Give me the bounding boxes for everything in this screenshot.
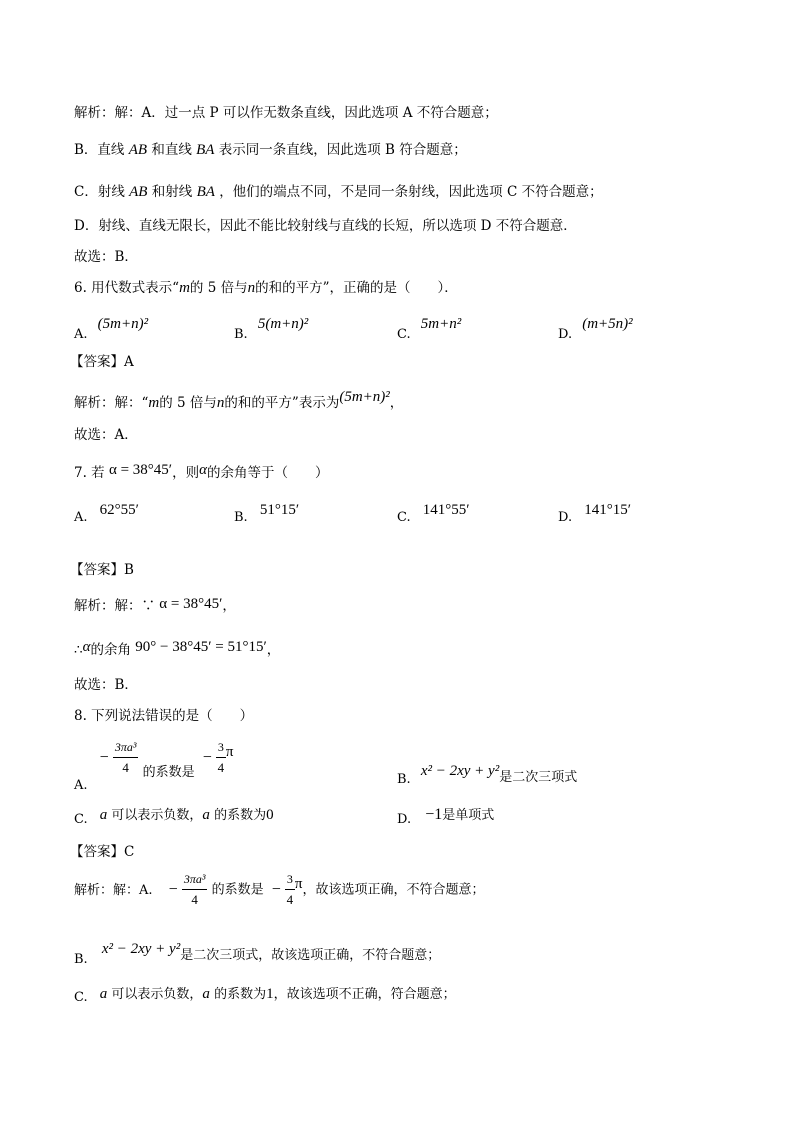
q8-option-b: B. x² − 2xy + y²是二次三项式 xyxy=(397,763,578,787)
q7-analysis-1: 解析：解：∵ α = 38°45′， xyxy=(74,596,236,614)
q7-answer: 【答案】B xyxy=(70,562,134,578)
q6-option-a: A. (5m+n)² xyxy=(74,316,149,342)
q6-answer: 【答案】A xyxy=(70,354,134,370)
q7-analysis-2: ∴α的余角 90° − 38°45′ = 51°15′， xyxy=(74,639,281,658)
q8-analysis-b: B. x² − 2xy + y²是二次三项式，故该选项正确，不符合题意； xyxy=(74,941,441,967)
q5-choice: 故选：B． xyxy=(74,249,138,265)
q7-option-a: A. 62°55′ xyxy=(74,502,139,525)
q8-stem: 8. 下列说法错误的是（ ） xyxy=(74,708,254,724)
q5-analysis-c: C．射线 AB 和射线 BA ，他们的端点不同，不是同一条射线，因此选项 C 不符合题意； xyxy=(74,184,603,200)
q5-analysis-b: B．直线 AB 和直线 BA 表示同一条直线，因此选项 B 符合题意； xyxy=(74,142,467,158)
q6-option-c: C. 5m+n² xyxy=(397,316,462,342)
q7-option-b: B. 51°15′ xyxy=(234,502,300,525)
q6-option-d: D. (m+5n)² xyxy=(558,316,633,342)
q8-option-a: A. − $\frac{\text{3πa³}}{4}$ 的系数是 − $\frac{3}{4}$ π xyxy=(74,740,234,793)
q8-option-c: C. a 可以表示负数，a 的系数为0 xyxy=(74,807,274,827)
q8-analysis-fraction: $\frac{\text{3πa³}}{4}$ xyxy=(183,872,206,907)
q7-option-c: C. 141°55′ xyxy=(397,502,470,525)
q6-choice: 故选：A． xyxy=(74,427,138,443)
q6-stem: 6. 用代数式表示“m的 5 倍与n的和的平方”，正确的是（ ）． xyxy=(74,280,458,296)
q6-analysis: 解析：解：“m的 5 倍与n的和的平方”表示为(5m+n)²， xyxy=(74,389,404,411)
q8-option-d: D. −1是单项式 xyxy=(397,806,495,827)
q5-analysis-d: D．射线、直线无限长，因此不能比较射线与直线的长短，所以选项 D 不符合题意． xyxy=(74,218,577,234)
q5-analysis-a: 解析：解：A．过一点 P 可以作无数条直线，因此选项 A 不符合题意； xyxy=(74,105,498,121)
q8-analysis-coef: $\frac{3}{4}$ xyxy=(286,872,294,907)
q6-option-b: B. 5(m+n)² xyxy=(234,316,309,342)
q7-option-d: D. 141°15′ xyxy=(558,502,632,525)
q8-analysis-a: 解析：解：A. − $\frac{\text{3πa³}}{4}$ 的系数是 − $\frac{3}{4}$ π，故该选项正确，不符合题意； xyxy=(74,872,485,907)
q8-option-a-coef: $\frac{3}{4}$ xyxy=(217,740,225,775)
q8-answer: 【答案】C xyxy=(70,844,135,860)
q7-choice: 故选：B． xyxy=(74,677,138,693)
q8-analysis-c: C. a 可以表示负数，a 的系数为1，故该选项不正确，符合题意； xyxy=(74,986,456,1005)
q7-stem: 7. 若 α = 38°45′，则α的余角等于（ ） xyxy=(74,462,329,481)
q8-option-a-fraction: $\frac{\text{3πa³}}{4}$ xyxy=(114,740,137,775)
